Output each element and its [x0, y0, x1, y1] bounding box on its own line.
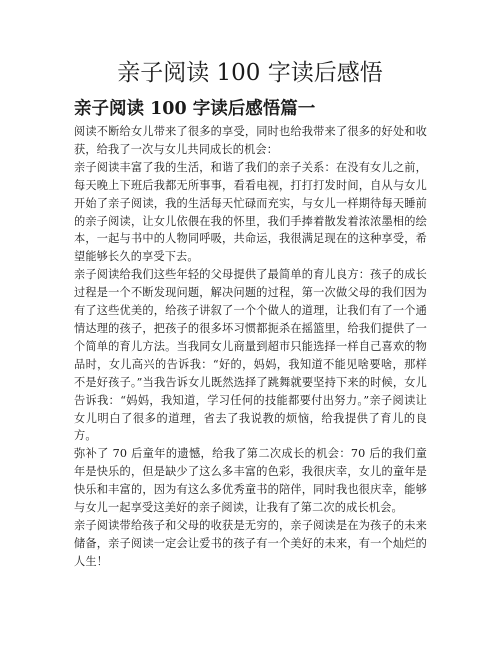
paragraph: 亲子阅读丰富了我的生活，和谐了我们的亲子关系：在没有女儿之前，每天晚上下班后我都无所事事，看看电视，打打打发时间，自从与女儿开始了亲子阅读，我的生活每天忙碌而充实，与女儿一样期待每天睡前的亲子阅读，让女儿依偎在我的怀里，我们手捧着散发着浓浓墨相的绘本，一起与书中的人物同呼吸，共命运，我很满足现在的这种享受，希望能够长久的享受下去。 — [74, 160, 427, 264]
paragraph: 亲子阅读带给孩子和父母的收获是无穷的，亲子阅读是在为孩子的未来储备，亲子阅读一定会让爱书的孩子有一个美好的未来，有一个灿烂的人生！ — [74, 518, 427, 568]
section-heading: 亲子阅读 100 字读后感悟篇一 — [74, 99, 316, 119]
article-body — [74, 123, 427, 571]
paragraph: 亲子阅读给我们这些年轻的父母提供了最简单的育儿良方：孩子的成长过程是一个不断发现问题，解决问题的过程，第一次做父母的我们因为有了这些优美的，给孩子讲叙了一个个做人的道理，让我们有了一个通情达理的孩子，把孩子的很多坏习惯都扼杀在摇篮里，给我们提供了一个简单的育儿方法。当我同女儿商量到超市只能选择一样自己喜欢的物品时，女儿高兴的告诉我：“好的，妈妈，我知道不能见啥要啥，那样不是好孩子。”当我告诉女儿既然选择了跳舞就要坚持下来的时候，女儿告诉我：“妈妈，我知道，学习任何的技能都要付出努力。”亲子阅读让女儿明白了很多的道理，省去了我说教的烦恼，给我提供了育儿的良方。 — [74, 268, 427, 443]
paragraph: 弥补了 70 后童年的遗憾，给我了第二次成长的机会：70 后的我们童年是快乐的，但是缺少了这么多丰富的色彩，我很庆幸，女儿的童年是快乐和丰富的，因为有这么多优秀童书的陪伴，同时我也很庆幸，能够与女儿一起享受这美好的亲子阅读，让我有了第二次的成长机会。 — [74, 447, 427, 515]
page-title: 亲子阅读 100 字读后感悟 — [117, 60, 383, 86]
paragraph: 阅读不断给女儿带来了很多的享受，同时也给我带来了很多的好处和收获，给我了一次与女儿共同成长的机会： — [74, 125, 427, 156]
